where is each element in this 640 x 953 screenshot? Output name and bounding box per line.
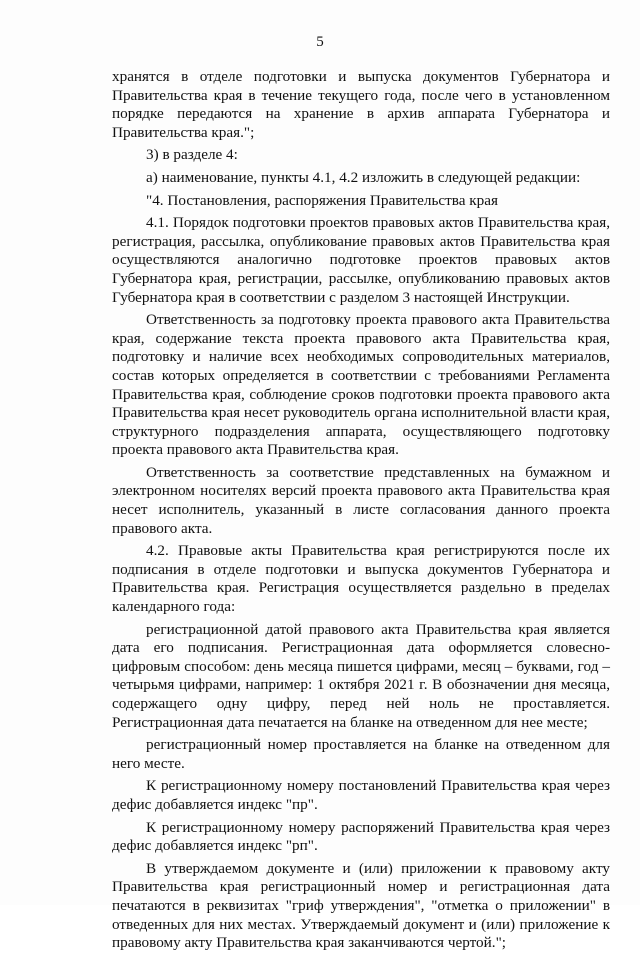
- section-heading: "4. Постановления, распоряжения Правительства края: [146, 191, 498, 209]
- paragraph-approval: В утверждаемом документе и (или) приложении к правовому акту Правительства края регистрационный номер и регистрационная дата печатаются в реквизитах "гриф утверждения", "отметка о приложении" в отведенных для них местах. Утверждаемый документ и (или) приложение к правовому акту Правительства края заканчиваются чертой.";: [112, 859, 610, 952]
- paragraph-registration-number: регистрационный номер проставляется на бланке на отведенном для него месте.: [112, 736, 610, 772]
- paragraph-registration-date: регистрационной датой правового акта Правительства края является дата его подписания. Регистрационная дата оформляется словесно-цифровым способом: день месяца пишется цифрами, месяц – буквами, год – четырьмя цифрами, например: 1 октября 2021 г. В обозначении дня месяца, содержащего одну цифру, перед ней ноль не проставляется. Регистрационная дата печатается на бланке на отведенном для нее месте;: [112, 620, 610, 731]
- paragraph-item-a: а) наименование, пункты 4.1, 4.2 изложить в следующей редакции:: [146, 168, 581, 186]
- paragraph-continuation: хранятся в отделе подготовки и выпуска документов Губернатора и Правительства края в течение текущего года, после чего в установленном порядке передаются на хранение в архив аппарата Губернатора и Правительства края.";: [112, 68, 610, 141]
- paragraph-4-1: 4.1. Порядок подготовки проектов правовых актов Правительства края, регистрация, рассылка, опубликование правовых актов Правительства края осуществляются аналогично подготовке проектов правовых актов Губернатора края, регистрации, рассылке, опубликованию правовых актов Губернатора края в соответствии с разделом 3 настоящей Инструкции.: [112, 214, 610, 306]
- paragraph-item-3: 3) в разделе 4:: [146, 146, 238, 164]
- page-number: 5: [316, 34, 324, 50]
- paragraph-4-2: 4.2. Правовые акты Правительства края регистрируются после их подписания в отделе подготовки и выпуска документов Губернатора и Правительства края. Регистрация осуществляется раздельно в пределах календарного года:: [112, 542, 610, 616]
- paragraph-index-rp: К регистрационному номеру распоряжений Правительства края через дефис добавляется индекс "рп".: [112, 818, 610, 855]
- paragraph-responsibility-versions: Ответственность за соответствие представленных на бумажном и электронном носителях версий проекта правового акта Правительства края несет исполнитель, указанный в листе согласования данного проекта правового акта.: [112, 463, 610, 537]
- document-body: [112, 68, 610, 953]
- paragraph-index-pr: К регистрационному номеру постановлений Правительства края через дефис добавляется индекс "пр".: [112, 777, 610, 813]
- paragraph-responsibility: Ответственность за подготовку проекта правового акта Правительства края, содержание текста проекта правового акта Правительства края, подготовку и наличие всех необходимых сопроводительных материалов, состав которых определяется в соответствии с требованиями Регламента Правительства края, соблюдение сроков подготовки проекта правового акта Правительства края несет руководитель органа исполнительной власти края, структурного подразделения аппарата, осуществляющего подготовку проекта правового акта Правительства края.: [112, 311, 610, 459]
